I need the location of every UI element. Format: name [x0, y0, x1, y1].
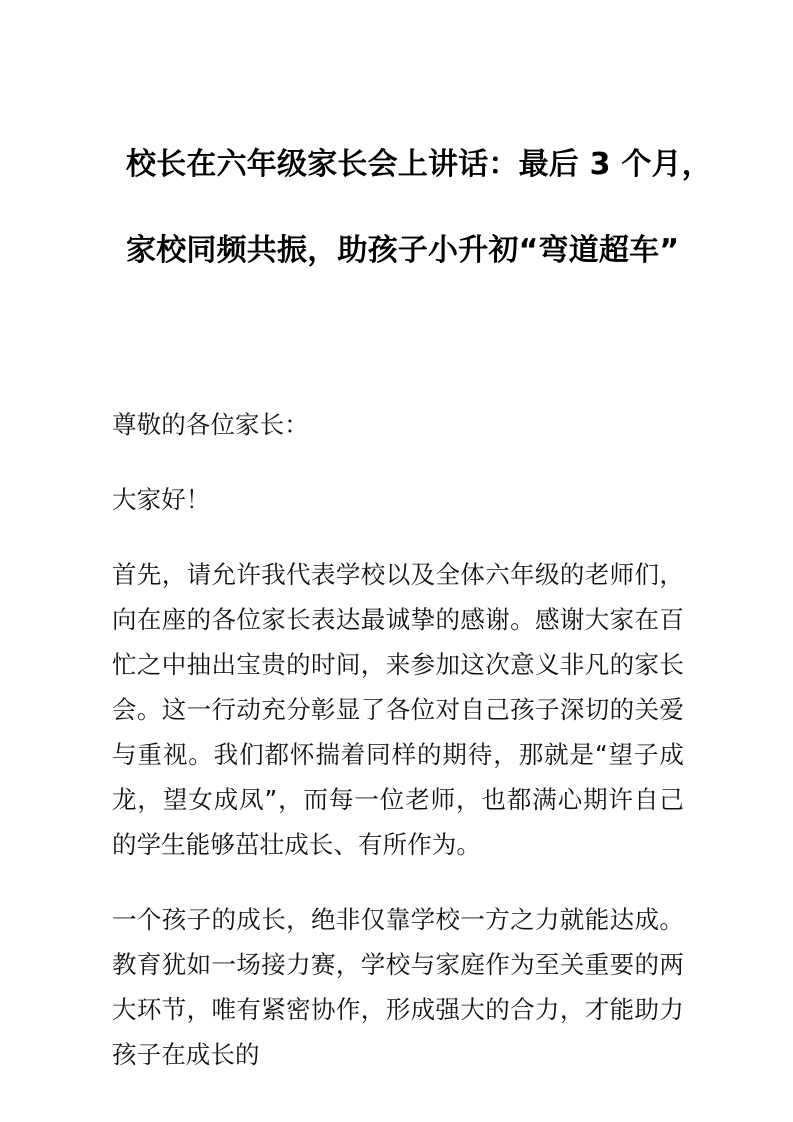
greeting-paragraph: 大家好！: [112, 485, 211, 514]
document-title-line-1: 校长在六年级家长会上讲话：最后 3 个月，: [126, 147, 712, 182]
document-title-line-2: 家校同频共振，助孩子小升初“弯道超车”: [126, 233, 680, 268]
title-body-spacer: [112, 294, 684, 402]
body-paragraph-2: 一个孩子的成长，绝非仅靠学校一方之力就能达成。教育犹如一场接力赛，学校与家庭作为至关重要的两大环节，唯有紧密协作，形成强大的合力，才能助力孩子在成长的: [112, 905, 684, 1069]
document-title: [112, 122, 712, 294]
body-paragraph-1: 首先，请允许我代表学校以及全体六年级的老师们，向在座的各位家长表达最诚挚的感谢。感谢大家在百忙之中抽出宝贵的时间，来参加这次意义非凡的家长会。这一行动充分彰显了各位对自己孩子深切的关爱与重视。我们都怀揣着同样的期待，那就是“望子成龙，望女成凤”，而每一位老师，也都满心期许自己的学生能够茁壮成长、有所作为。: [112, 560, 684, 859]
salutation-paragraph: 尊敬的各位家长：: [112, 410, 309, 439]
document-body: [112, 122, 712, 1077]
